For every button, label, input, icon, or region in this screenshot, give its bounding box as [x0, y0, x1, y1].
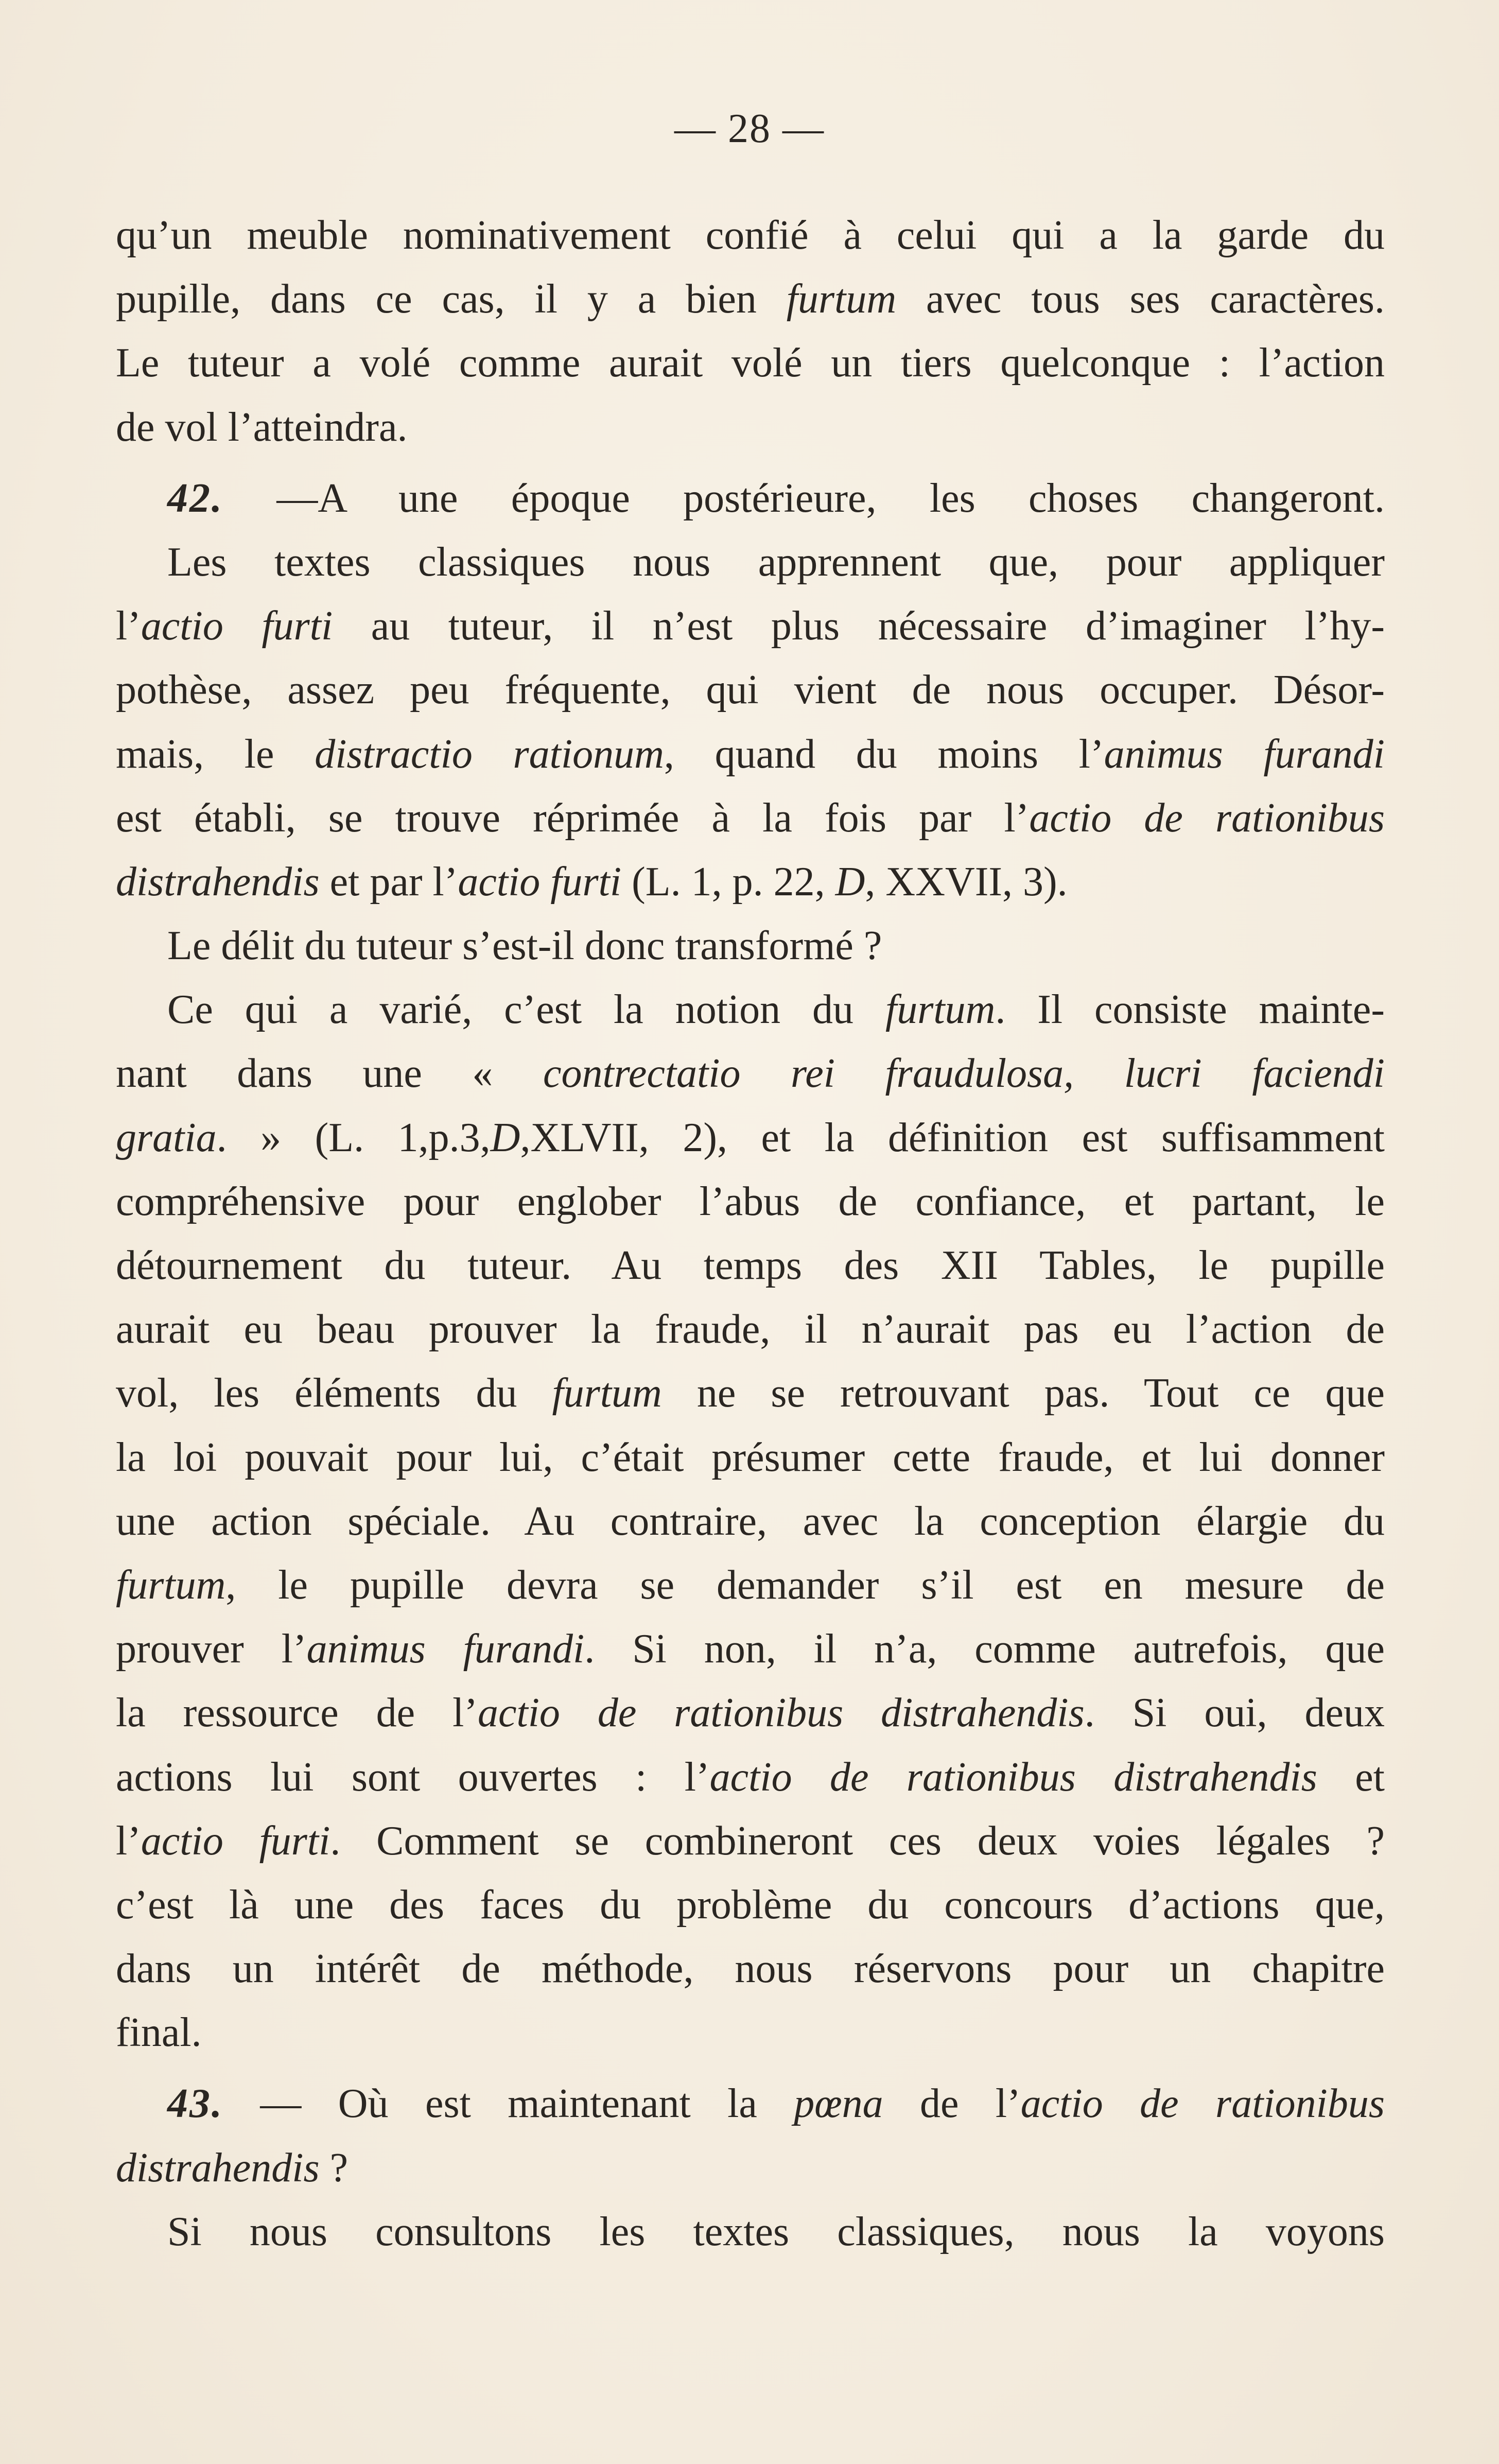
text-line-16: compréhensive pour englober l’abus de confiance, et partant, le: [116, 1178, 1385, 1224]
text-line-26: l’actio furti. Comment se combineront ces deux voies légales ?: [116, 1818, 1385, 1864]
text-line-21: une action spéciale. Au contraire, avec la conception élargie du: [116, 1498, 1385, 1544]
text-line-7: l’actio furti au tuteur, il n’est plus nécessaire d’imaginer l’hy-: [116, 603, 1385, 649]
text-line-11: distrahendis et par l’actio furti (L. 1, p. 22, D, XXVII, 3).: [116, 859, 1068, 905]
text-line-19: vol, les éléments du furtum ne se retrouvant pas. Tout ce que: [116, 1370, 1385, 1416]
text-line-10: est établi, se trouve réprimée à la fois par l’actio de rationibus: [116, 795, 1385, 841]
text-line-24: la ressource de l’actio de rationibus distrahendis. Si oui, deux: [116, 1690, 1385, 1736]
text-line-14: nant dans une « contrectatio rei fraudulosa, lucri faciendi: [116, 1051, 1385, 1097]
text-line-28: dans un intérêt de méthode, nous réservons pour un chapitre: [116, 1946, 1385, 1992]
section-42-heading-line: 42. —A une époque postérieure, les choses changeront.: [167, 475, 1385, 521]
text-line-32: Si nous consultons les textes classiques, nous la voyons: [167, 2209, 1385, 2254]
page-number: — 28 —: [674, 106, 825, 151]
text-line-12: Le délit du tuteur s’est-il donc transformé ?: [167, 923, 882, 969]
page-body: [116, 203, 1385, 2264]
text-line-22: furtum, le pupille devra se demander s’il est en mesure de: [116, 1562, 1385, 1608]
text-line-31: distrahendis ?: [116, 2145, 348, 2191]
text-line-20: la loi pouvait pour lui, c’était présumer cette fraude, et lui donner: [116, 1434, 1385, 1480]
text-line-2: pupille, dans ce cas, il y a bien furtum avec tous ses caractères.: [116, 276, 1385, 322]
text-line-29: final.: [116, 2010, 202, 2056]
text-line-17: détournement du tuteur. Au temps des XII Tables, le pupille: [116, 1243, 1385, 1288]
text-line-6: Les textes classiques nous apprennent que, pour appliquer: [167, 539, 1385, 585]
text-line-15: gratia. » (L. 1,p.3,D,XLVII, 2), et la définition est suffisamment: [116, 1115, 1385, 1160]
text-line-1: qu’un meuble nominativement confié à celui qui a la garde du: [116, 213, 1385, 258]
text-line-8: pothèse, assez peu fréquente, qui vient de nous occuper. Désor-: [116, 667, 1385, 713]
text-line-25: actions lui sont ouvertes : l’actio de rationibus distrahendis et: [116, 1754, 1385, 1800]
text-line-23: prouver l’animus furandi. Si non, il n’a, comme autrefois, que: [116, 1626, 1385, 1672]
section-43-heading-line: 43. — Où est maintenant la pœna de l’actio de rationibus: [167, 2081, 1385, 2127]
text-line-13: Ce qui a varié, c’est la notion du furtum. Il consiste mainte-: [167, 987, 1385, 1033]
text-line-3: Le tuteur a volé comme aurait volé un tiers quelconque : l’action: [116, 340, 1385, 386]
text-line-9: mais, le distractio rationum, quand du moins l’animus furandi: [116, 731, 1385, 777]
text-line-4: de vol l’atteindra.: [116, 404, 408, 450]
text-line-18: aurait eu beau prouver la fraude, il n’aurait pas eu l’action de: [116, 1307, 1385, 1352]
text-line-27: c’est là une des faces du problème du concours d’actions que,: [116, 1882, 1385, 1928]
